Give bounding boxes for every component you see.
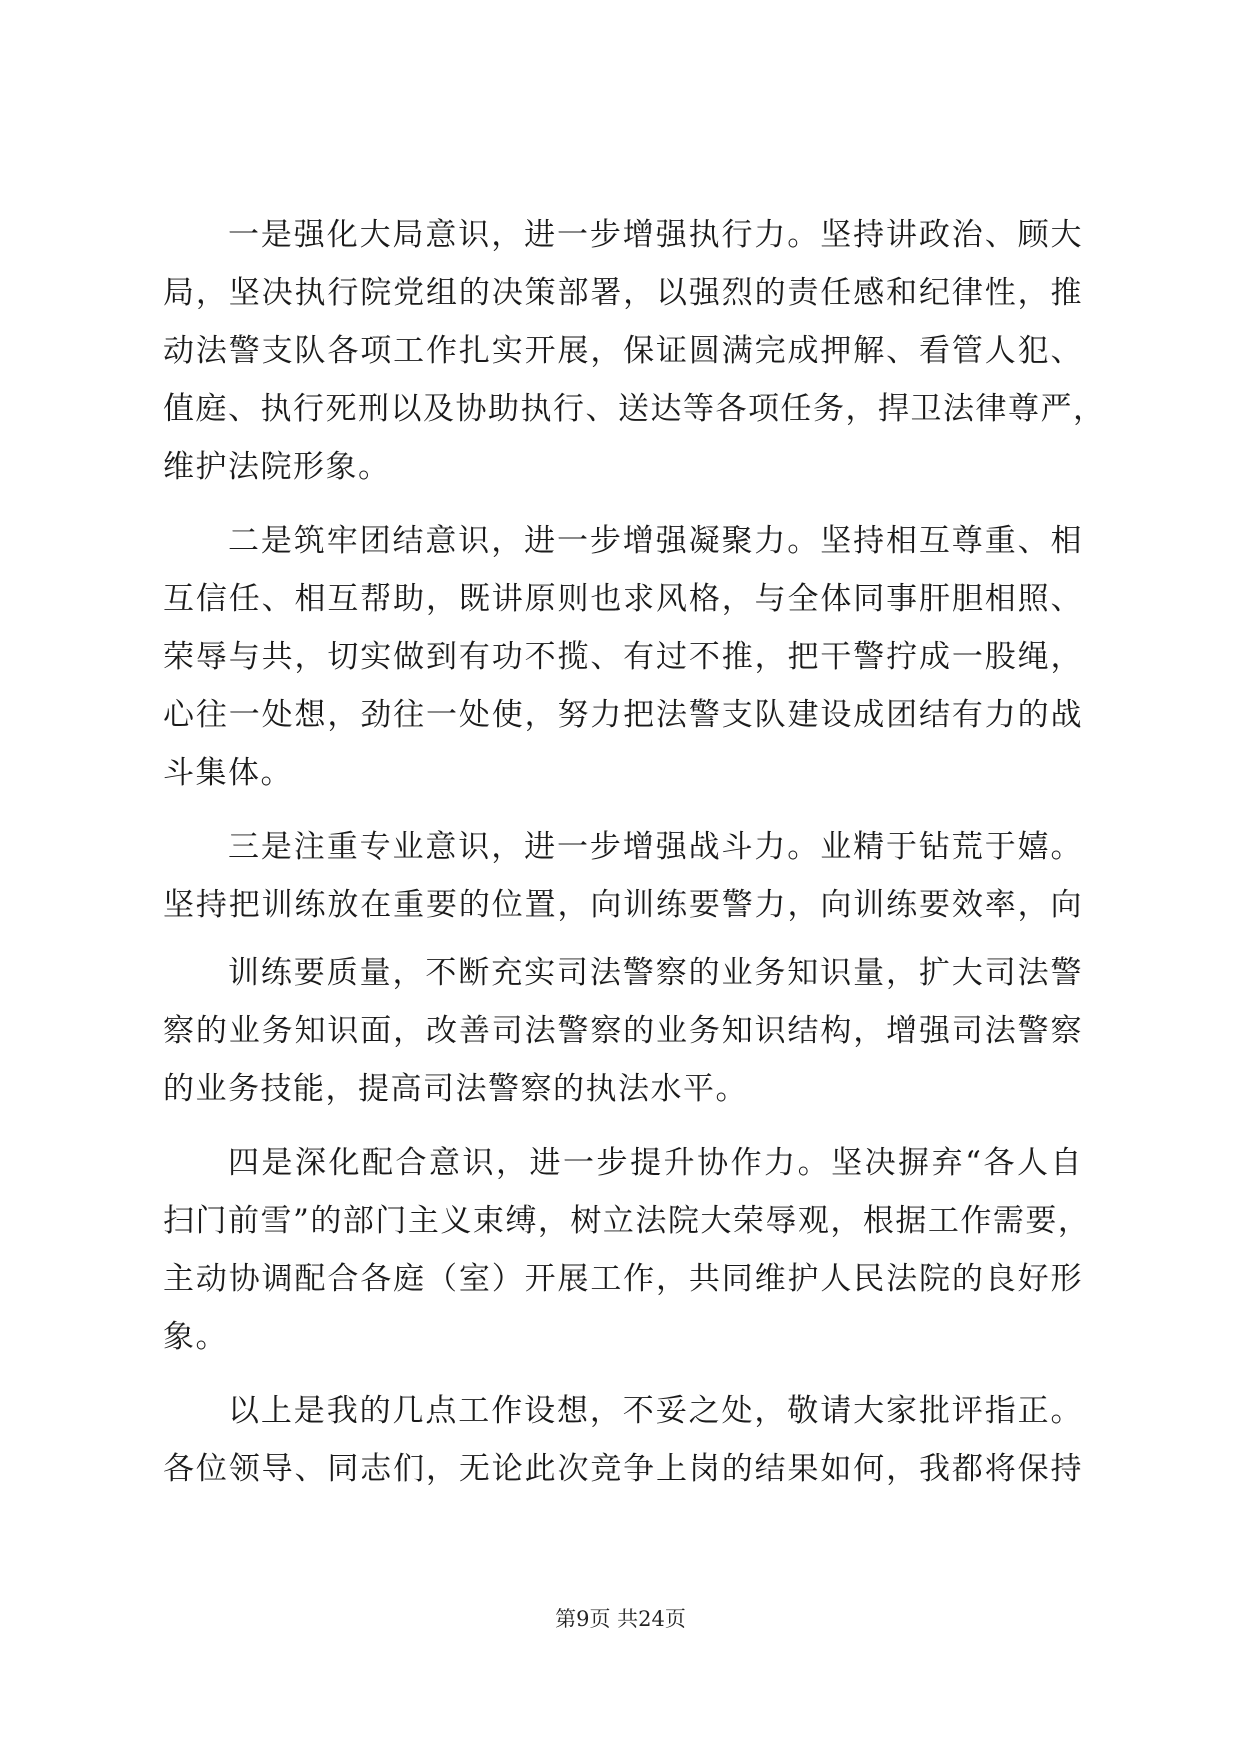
text-line: 各位领导、同志们，无论此次竞争上岗的结果如何，我都将保持 [163,1451,1083,1487]
text-line: 主动协调配合各庭（室）开展工作，共同维护人民法院的良好形 [163,1261,1083,1297]
text-line: 一是强化大局意识，进一步增强执行力。坚持讲政治、顾大 [228,217,1083,253]
text-line: 维护法院形象。 [163,449,391,485]
text-line: 象。 [163,1319,228,1355]
text-line: 斗集体。 [163,755,293,791]
text-line: 值庭、执行死刑以及协助执行、送达等各项任务，捍卫法律尊严， [163,391,1106,427]
text-line: 以上是我的几点工作设想，不妥之处，敬请大家批评指正。 [228,1393,1083,1429]
text-line: 荣辱与共，切实做到有功不揽、有过不推，把干警拧成一股绳， [163,639,1083,675]
text-line: 察的业务知识面，改善司法警察的业务知识结构，增强司法警察 [163,1013,1083,1049]
page-number-footer: 第9页 共24页 [555,1607,686,1631]
text-line: 三是注重专业意识，进一步增强战斗力。业精于钻荒于嬉。 [228,829,1083,865]
text-line: 心往一处想，劲往一处使，努力把法警支队建设成团结有力的战 [163,697,1083,733]
text-line: 的业务技能，提高司法警察的执法水平。 [163,1071,748,1107]
text-line: 训练要质量，不断充实司法警察的业务知识量，扩大司法警 [228,955,1083,991]
text-line: 四是深化配合意识，进一步提升协作力。坚决摒弃“各人自 [228,1145,1083,1181]
text-line: 坚持把训练放在重要的位置，向训练要警力，向训练要效率，向 [163,887,1083,923]
text-line: 动法警支队各项工作扎实开展，保证圆满完成押解、看管人犯、 [163,333,1083,369]
text-line: 二是筑牢团结意识，进一步增强凝聚力。坚持相互尊重、相 [228,523,1083,559]
text-line: 局，坚决执行院党组的决策部署，以强烈的责任感和纪律性，推 [163,275,1083,311]
text-line: 互信任、相互帮助，既讲原则也求风格，与全体同事肝胆相照、 [163,581,1083,617]
text-line: 扫门前雪”的部门主义束缚，树立法院大荣辱观，根据工作需要， [163,1203,1091,1239]
